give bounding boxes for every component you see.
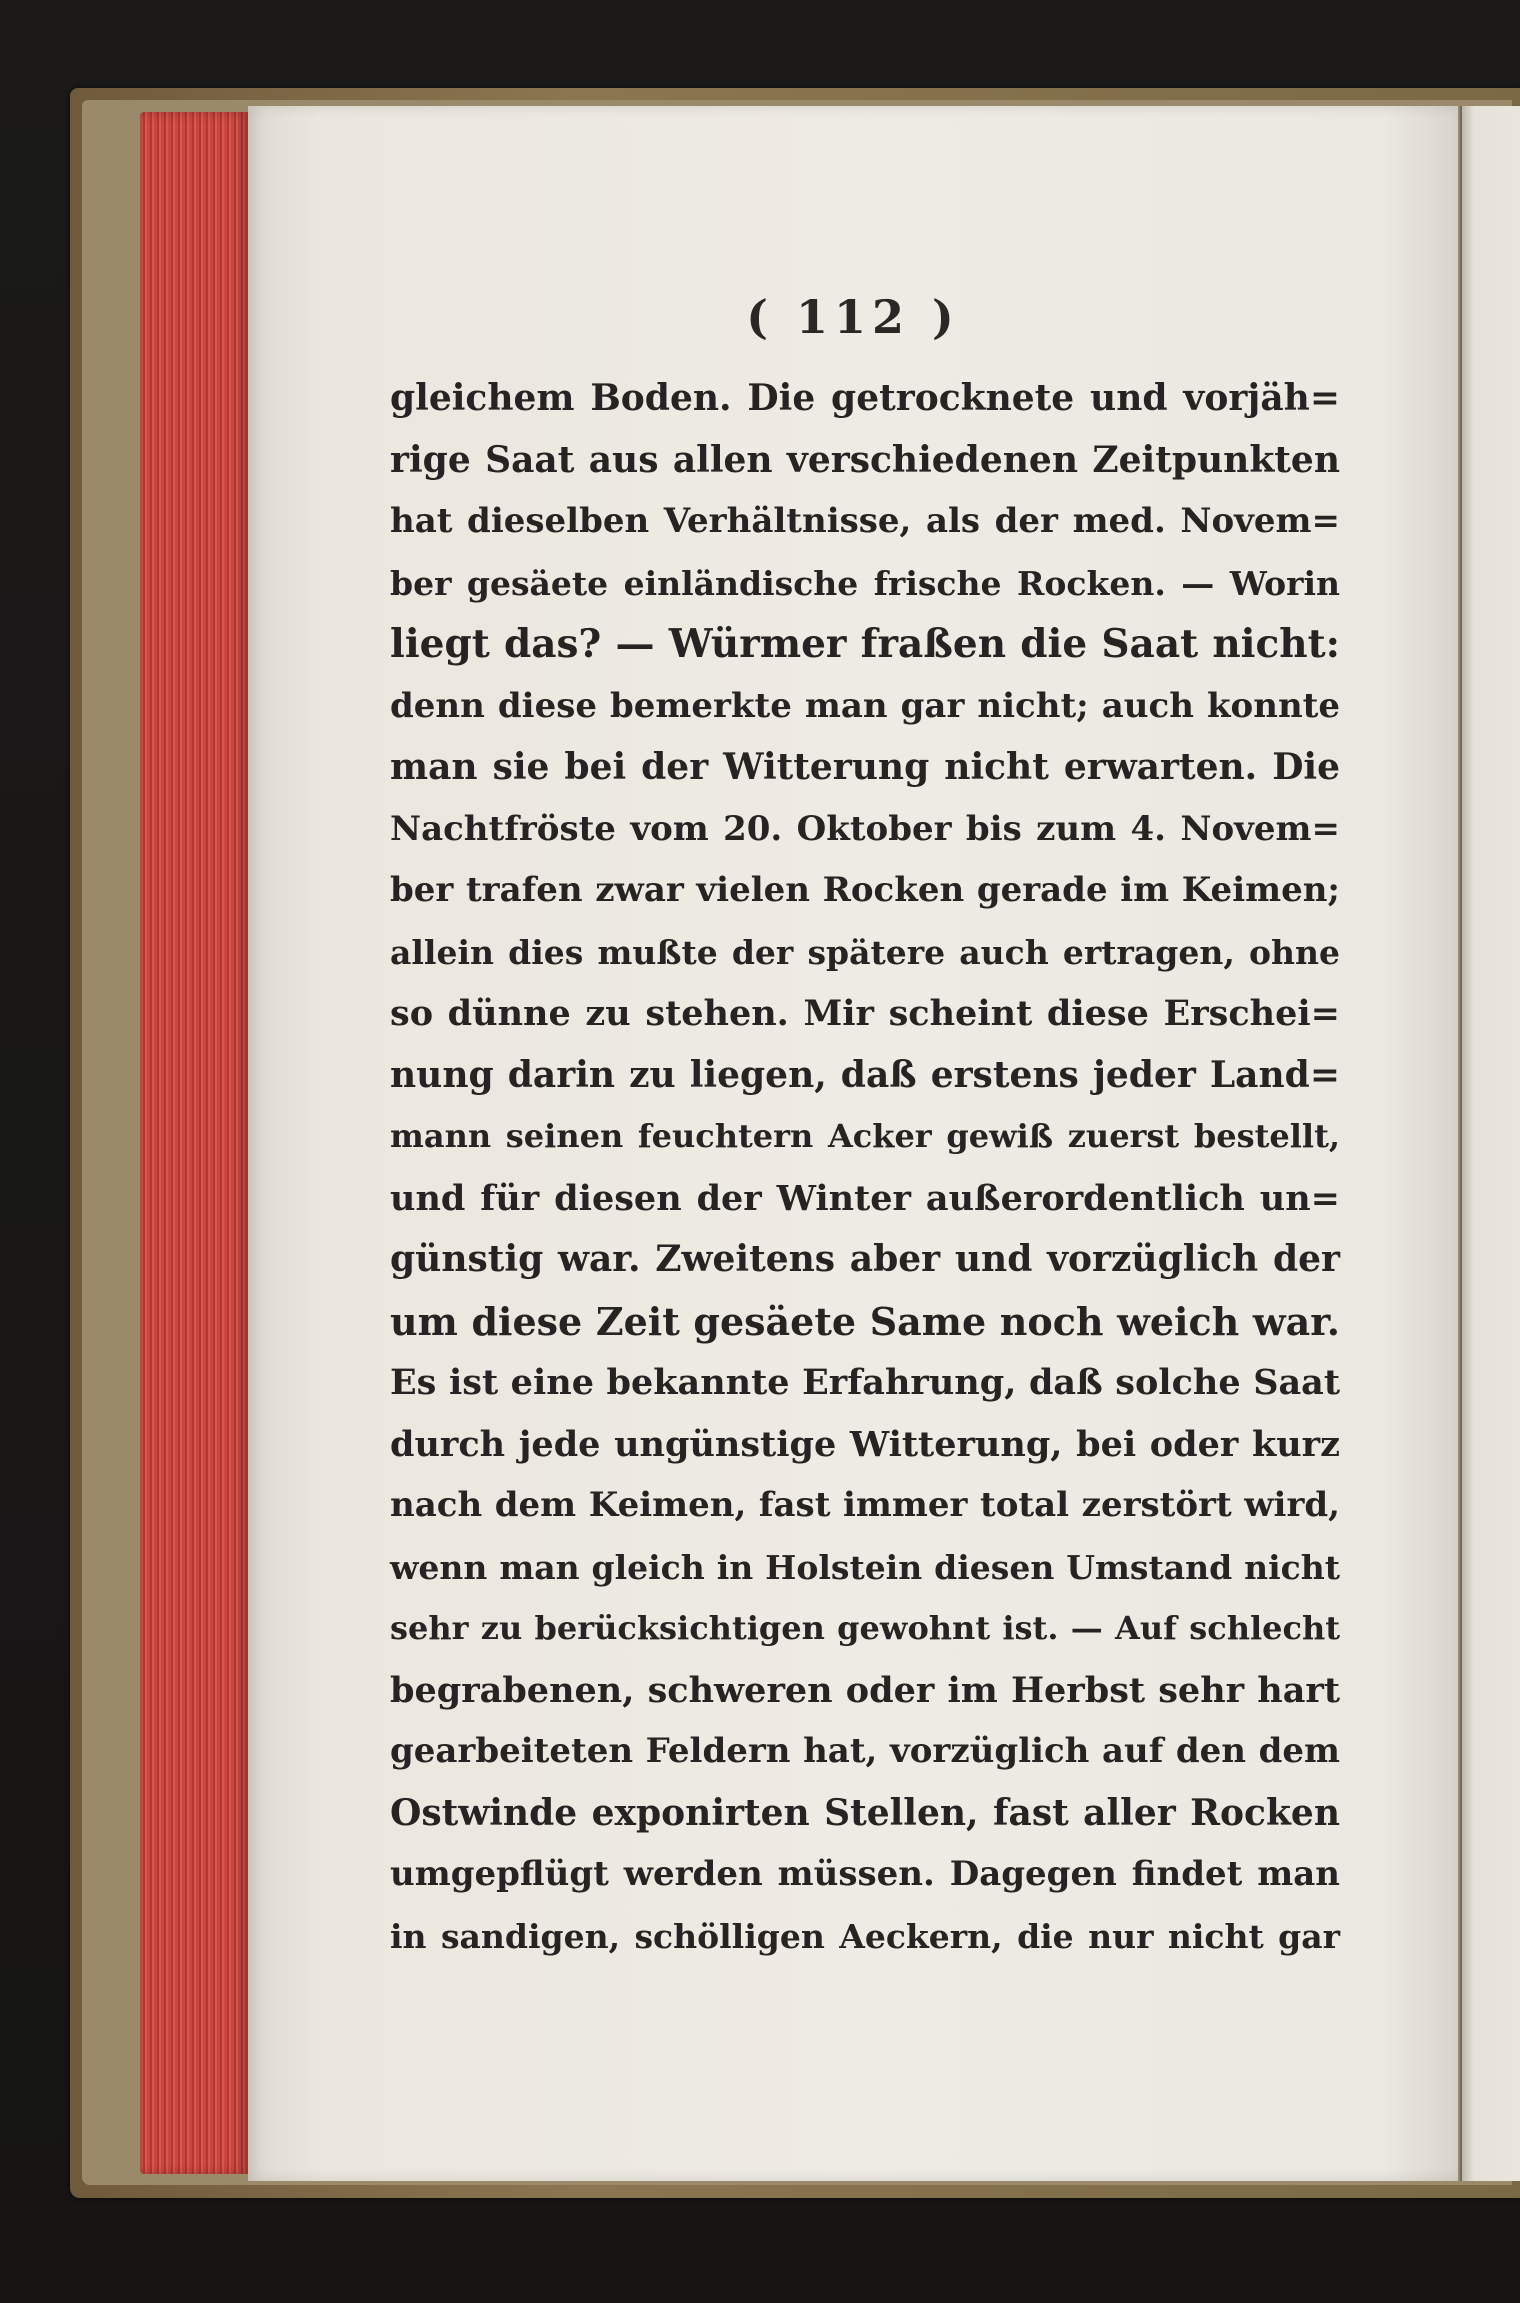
text-line: Nachtfröste vom 20. Oktober bis zum 4. Novem= xyxy=(390,808,1340,849)
text-line: so dünne zu stehen. Mir scheint diese Erschei= xyxy=(390,993,1340,1034)
page-number: ( 112 ) xyxy=(746,290,960,344)
text-line: gearbeiteten Feldern hat, vorzüglich auf den dem xyxy=(390,1731,1340,1771)
text-line: rige Saat aus allen verschiedenen Zeitpunkten xyxy=(390,438,1340,481)
text-line: günstig war. Zweitens aber und vorzüglich der xyxy=(390,1238,1340,1280)
text-line: allein dies mußte der spätere auch ertragen, ohne xyxy=(390,932,1340,972)
text-line: nung darin zu liegen, daß erstens jeder Land= xyxy=(390,1053,1340,1096)
text-line: gleichem Boden. Die getrocknete und vorjäh= xyxy=(390,377,1340,419)
text-line: hat dieselben Verhältnisse, als der med. Novem= xyxy=(390,501,1340,541)
text-line: ber trafen zwar vielen Rocken gerade im Keimen; xyxy=(390,870,1340,910)
text-line: mann seinen feuchtern Acker gewiß zuerst bestellt, xyxy=(390,1117,1340,1155)
text-line: umgepflügt werden müssen. Dagegen findet man xyxy=(390,1854,1340,1894)
red-page-edges xyxy=(140,112,248,2174)
text-line: durch jede ungünstige Witterung, bei oder kurz xyxy=(390,1423,1340,1465)
text-line: Es ist eine bekannte Erfahrung, daß solche Saat xyxy=(390,1362,1340,1403)
text-line: nach dem Keimen, fast immer total zerstört wird, xyxy=(390,1485,1340,1525)
text-line: ber gesäete einländische frische Rocken. — Worin xyxy=(390,563,1340,603)
text-line: sehr zu berücksichtigen gewohnt ist. — Auf schlecht xyxy=(390,1609,1340,1647)
text-line: wenn man gleich in Holstein diesen Umstand nicht xyxy=(390,1547,1340,1587)
text-line: und für diesen der Winter außerordentlich un= xyxy=(390,1177,1340,1219)
text-line: liegt das? — Würmer fraßen die Saat nicht: xyxy=(390,621,1340,667)
text-line: begrabenen, schweren oder im Herbst sehr hart xyxy=(390,1669,1340,1711)
page-body-text xyxy=(390,368,1340,1967)
text-line: um diese Zeit gesäete Same noch weich war. xyxy=(390,1298,1340,1344)
text-line: Ostwinde exponirten Stellen, fast aller Rocken xyxy=(390,1791,1340,1834)
text-line: in sandigen, schölligen Aeckern, die nur nicht gar xyxy=(390,1916,1340,1956)
text-line: man sie bei der Witterung nicht erwarten. Die xyxy=(390,746,1340,788)
text-line: denn diese bemerkte man gar nicht; auch konnte xyxy=(390,685,1340,726)
facing-page-edge xyxy=(1460,106,1520,2181)
